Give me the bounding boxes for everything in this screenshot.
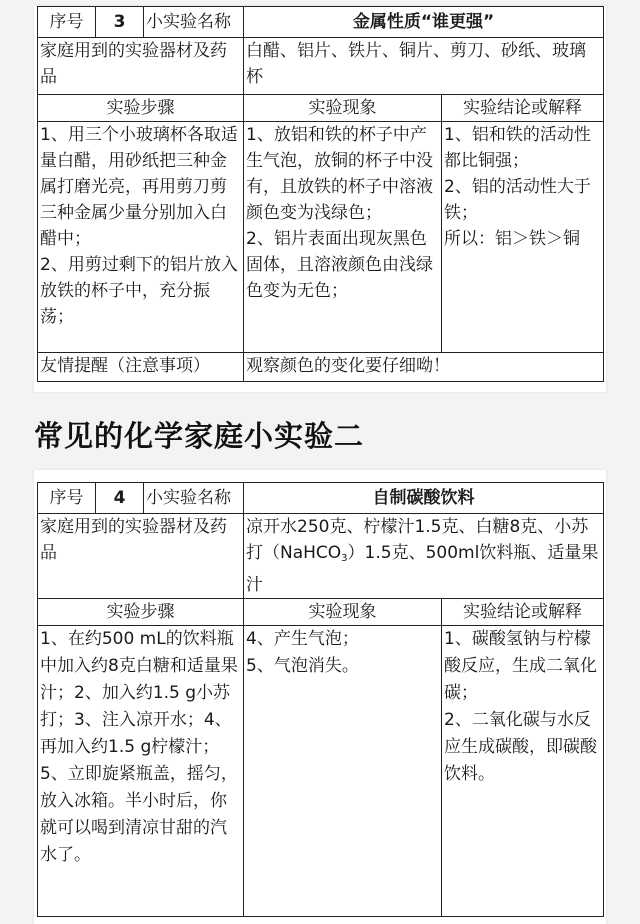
materials-text-2: ）1.5克、500ml饮料瓶、适量果汁 [246,543,599,595]
seq-value: 4 [96,483,144,514]
section-heading: 常见的化学家庭小实验二 [34,419,365,453]
col-phenomena-header: 实验现象 [244,95,442,122]
conclusion-cell [442,122,604,353]
phenomena-cell [244,122,442,353]
step-item: 2、用剪过剩下的铝片放入放铁的杯子中，充分振荡； [40,255,238,327]
tip-value: 观察颜色的变化要仔细呦！ [244,353,604,382]
steps-cell [38,626,244,917]
experiment-name: 自制碳酸饮料 [244,483,604,514]
column-header-row [38,95,604,122]
experiment-table-4 [37,482,604,917]
col-conclusion-header: 实验结论或解释 [442,599,604,626]
step-item: 1、在约500 mL的饮料瓶中加入约8克白糖和适量果汁；2、加入约1.5 g小苏打；3、注入凉开水；4、再加入约1.5 g柠檬汁；5、立即旋紧瓶盖，摇匀，放入冰箱。半小时后，你就可以喝到清凉甘甜的汽水了。 [40,629,238,865]
materials-subscript: 3 [341,553,348,564]
steps-cell [38,122,244,353]
header-row [38,7,604,38]
step-item: 1、用三个小玻璃杯各取适量白醋，用砂纸把三种金属打磨光亮，再用剪刀剪三种金属少量分别加入白醋中； [40,125,238,249]
tip-label: 友情提醒（注意事项） [38,353,244,382]
col-steps-header: 实验步骤 [38,95,244,122]
seq-label: 序号 [38,7,96,38]
materials-label: 家庭用到的实验器材及药品 [38,514,244,599]
materials-row [38,514,604,599]
experiment-card-4 [34,470,606,924]
materials-value [244,514,604,599]
conclusion-item: 所以：铝＞铁＞铜 [444,229,580,249]
seq-label: 序号 [38,483,96,514]
experiment-card-3 [34,6,606,392]
seq-value: 3 [96,7,144,38]
phenomenon-item: 1、放铝和铁的杯子中产生气泡，放铜的杯子中没有，且放铁的杯子中溶液颜色变为浅绿色； [246,125,433,223]
col-conclusion-header: 实验结论或解释 [442,95,604,122]
materials-label: 家庭用到的实验器材及药品 [38,38,244,95]
experiment-name: 金属性质“谁更强” [244,7,604,38]
content-row [38,626,604,917]
column-header-row [38,599,604,626]
name-label: 小实验名称 [144,483,244,514]
phenomena-cell [244,626,442,917]
name-label: 小实验名称 [144,7,244,38]
col-steps-header: 实验步骤 [38,599,244,626]
content-row [38,122,604,353]
col-phenomena-header: 实验现象 [244,599,442,626]
conclusion-cell [442,626,604,917]
materials-row [38,38,604,95]
tip-row [38,353,604,382]
conclusion-item: 1、铝和铁的活动性都比铜强； [444,125,591,171]
phenomenon-item: 2、铝片表面出现灰黑色固体，且溶液颜色由浅绿色变为无色； [246,229,433,301]
header-row [38,483,604,514]
conclusion-item: 2、铝的活动性大于铁； [444,177,591,223]
conclusion-item: 1、碳酸氢钠与柠檬酸反应，生成二氧化碳； [444,629,597,703]
conclusion-item: 2、二氧化碳与水反应生成碳酸，即碳酸饮料。 [444,710,597,784]
phenomenon-item: 4、产生气泡； [246,629,359,649]
materials-value: 白醋、铝片、铁片、铜片、剪刀、砂纸、玻璃杯 [244,38,604,95]
materials-text-1: 凉开水250克、柠檬汁1.5克、白糖8克、小苏打（NaHCO [246,517,589,563]
phenomenon-item: 5、气泡消失。 [246,656,359,676]
experiment-table-3 [37,6,604,382]
